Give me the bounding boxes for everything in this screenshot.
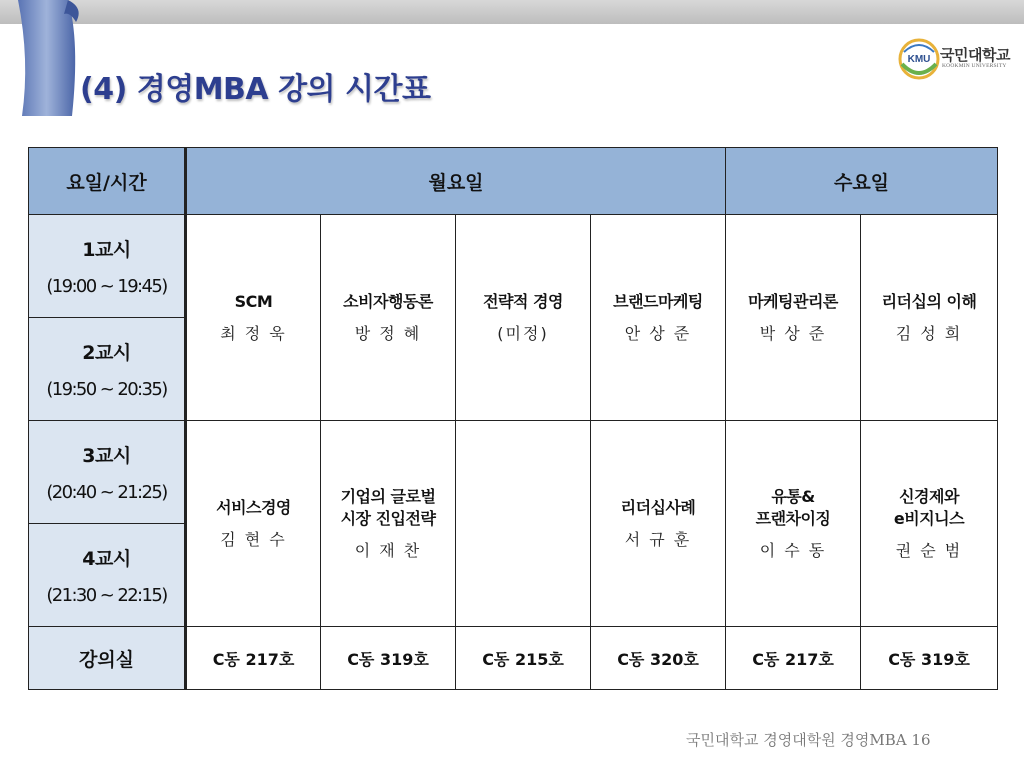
svg-text:KMU: KMU: [907, 54, 931, 65]
room-cell: C동 319호: [321, 627, 456, 690]
room-cell: C동 215호: [456, 627, 591, 690]
course-cell: [321, 215, 456, 421]
period-label: 3교시: [82, 445, 131, 467]
course-name: 리더십의 이해: [881, 292, 977, 311]
course-professor: 서 규 훈: [624, 530, 692, 549]
course-cell: [726, 421, 861, 627]
course-name: 브랜드마케팅: [613, 292, 703, 311]
course-professor: 최 정 욱: [220, 324, 287, 343]
period-label: 2교시: [82, 342, 131, 364]
course-professor: 김 성 희: [895, 324, 963, 343]
course-cell: [186, 215, 321, 421]
course-cell: [861, 215, 998, 421]
period-cell: [29, 215, 186, 318]
course-name: SCM: [234, 292, 273, 311]
period-label: 4교시: [82, 548, 131, 570]
period-time: (19:00 ~ 19:45): [46, 276, 167, 297]
header-day-monday: 월요일: [186, 148, 726, 215]
period-label: 1교시: [82, 239, 131, 261]
period-time: (20:40 ~ 21:25): [46, 482, 167, 503]
course-professor: 권 순 범: [895, 541, 963, 560]
course-professor: (미정): [497, 324, 549, 343]
room-cell: C동 217호: [726, 627, 861, 690]
table-header-row: [29, 148, 998, 215]
course-professor: 이 수 동: [759, 541, 827, 560]
course-name: 서비스경영: [216, 498, 291, 517]
header-corner: 요일/시간: [29, 148, 186, 215]
period-cell: [29, 524, 186, 627]
course-cell: [726, 215, 861, 421]
course-professor: 김 현 수: [220, 530, 287, 549]
course-name: 신경제와 e비지니스: [893, 487, 965, 528]
university-logo: [896, 38, 1014, 82]
table-row: [29, 215, 998, 318]
scroll-decoration-icon: [14, 0, 80, 116]
room-label-text: 강의실: [78, 648, 135, 671]
course-cell: [861, 421, 998, 627]
table-row: [29, 421, 998, 524]
period-cell: [29, 421, 186, 524]
period-time: (21:30 ~ 22:15): [46, 585, 167, 606]
kmu-emblem-icon: [898, 38, 940, 80]
room-cell: C동 319호: [861, 627, 998, 690]
period-time: (19:50 ~ 20:35): [46, 379, 167, 400]
room-cell: C동 320호: [591, 627, 726, 690]
timetable: [28, 147, 998, 690]
page-title: (4) 경영MBA 강의 시간표: [80, 72, 431, 107]
top-bar: [0, 0, 1024, 24]
footer-text: 국민대학교 경영대학원 경영MBA 16: [686, 731, 931, 749]
course-name: 마케팅관리론: [748, 292, 838, 311]
course-cell: [591, 215, 726, 421]
logo-university-name: 국민대학교: [940, 46, 1010, 64]
course-name: 소비자행동론: [343, 292, 433, 311]
course-cell: [456, 215, 591, 421]
room-label: [29, 627, 186, 690]
room-row: [29, 627, 998, 690]
course-cell: [321, 421, 456, 627]
course-name: 전략적 경영: [483, 292, 563, 311]
course-professor: 박 상 준: [759, 324, 827, 343]
course-cell-empty: [456, 421, 591, 627]
course-professor: 방 정 혜: [354, 324, 422, 343]
course-cell: [591, 421, 726, 627]
course-professor: 이 재 찬: [354, 541, 422, 560]
course-name: 유통& 프랜차이징: [755, 487, 831, 528]
logo-university-english: KOOKMIN UNIVERSITY: [942, 63, 1007, 69]
course-name: 기업의 글로벌 시장 진입전략: [340, 487, 436, 528]
course-professor: 안 상 준: [624, 324, 692, 343]
header-day-wednesday: 수요일: [726, 148, 998, 215]
course-name: 리더십사례: [620, 498, 696, 517]
period-cell: [29, 318, 186, 421]
course-cell: [186, 421, 321, 627]
room-cell: C동 217호: [186, 627, 321, 690]
